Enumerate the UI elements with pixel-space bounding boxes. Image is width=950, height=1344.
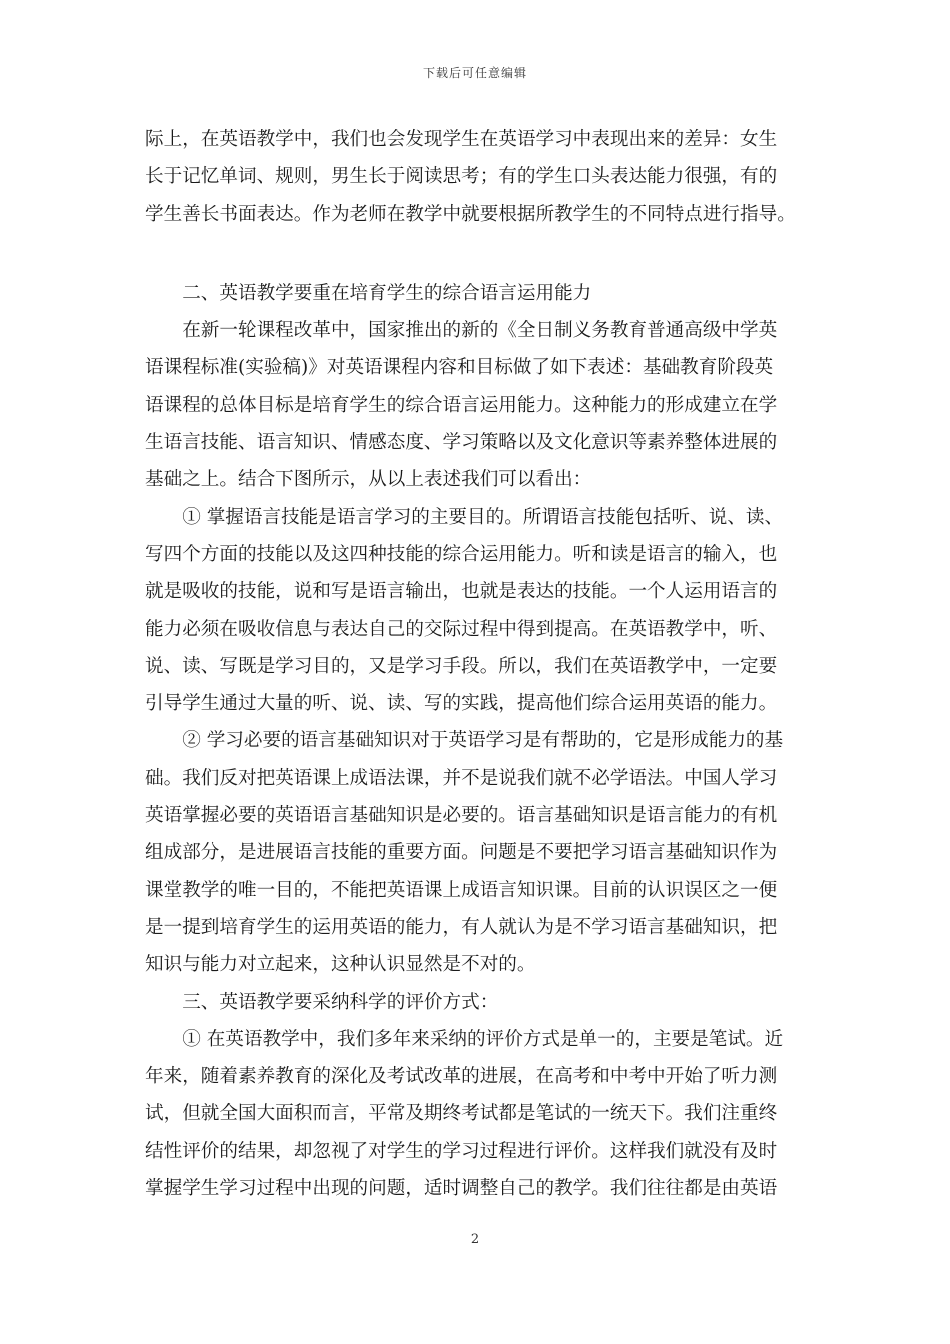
page-number: 2 — [470, 1232, 480, 1247]
text-line: 语课程标准(实验稿)》对英语课程内容和目标做了如下表述：基础教育阶段英 — [145, 357, 774, 379]
text-line: 英语掌握必要的英语语言基础知识是必要的。语言基础知识是语言能力的有机 — [145, 805, 778, 827]
page-header: 下载后可任意编辑 — [422, 66, 527, 80]
text-line: 课堂教学的唯一目的，不能把英语课上成语言知识课。目前的认识误区之一便 — [145, 879, 778, 901]
list-item-1: ① 掌握语言技能是语言学习的主要目的。所谓语言技能包括听、说、读、 — [145, 506, 784, 528]
paragraph-continuation — [145, 121, 807, 233]
text-line: 长于记忆单词、规则，男生长于阅读思考；有的学生口头表达能力很强，有的 — [145, 166, 778, 188]
text-line: 组成部分，是进展语言技能的重要方面。问题是不要把学习语言基础知识作为 — [145, 842, 778, 864]
text-line: 是一提到培育学生的运用英语的能力，有人就认为是不学习语言基础知识，把 — [145, 916, 778, 938]
section-heading-2: 二、英语教学要重在培育学生的综合语言运用能力 — [145, 282, 592, 304]
text-line: 结性评价的结果，却忽视了对学生的学习过程进行评价。这样我们就没有及时 — [145, 1140, 778, 1162]
text-line: 生语言技能、语言知识、情感态度、学习策略以及文化意识等素养整体进展的 — [145, 432, 778, 454]
text-line: 知识与能力对立起来，这种认识显然是不对的。 — [145, 954, 536, 976]
list-item-2: ② 学习必要的语言基础知识对于英语学习是有帮助的，它是形成能力的基 — [145, 730, 784, 752]
text-line: 学生善长书面表达。作为老师在教学中就要根据所教学生的不同特点进行指导。 — [145, 203, 796, 225]
text-line: 年来，随着素养教育的深化及考试改革的进展，在高考和中考中开始了听力测 — [145, 1066, 778, 1088]
text-line: 引导学生通过大量的听、说、读、写的实践，提高他们综合运用英语的能力。 — [145, 693, 778, 715]
text-line: 能力必须在吸收信息与表达自己的交际过程中得到提高。在英语教学中，听、 — [145, 618, 778, 640]
text-line: 说、读、写既是学习目的，又是学习手段。所以，我们在英语教学中，一定要 — [145, 655, 778, 677]
text-line: 试，但就全国大面积而言，平常及期终考试都是笔试的一统天下。我们注重终 — [145, 1103, 778, 1125]
section-heading-3: 三、英语教学要采纳科学的评价方式： — [145, 991, 499, 1013]
text-line: 在新一轮课程改革中，国家推出的新的《全日制义务教育普通高级中学英 — [145, 320, 778, 342]
paragraph-gap — [145, 233, 807, 275]
text-line: 写四个方面的技能以及这四种技能的综合运用能力。听和读是语言的输入，也 — [145, 543, 778, 565]
text-line: 础。我们反对把英语课上成语法课，并不是说我们就不必学语法。中国人学习 — [145, 767, 778, 789]
text-line: 基础之上。结合下图所示，从以上表述我们可以看出： — [145, 469, 592, 491]
text-line: 际上，在英语教学中，我们也会发现学生在英语学习中表现出来的差异：女生 — [145, 129, 778, 150]
text-line: 掌握学生学习过程中出现的问题，适时调整自己的教学。我们往往都是由英语 — [145, 1178, 778, 1200]
text-line: 就是吸收的技能，说和写是语言输出，也就是表达的技能。一个人运用语言的 — [145, 581, 778, 603]
document-body — [145, 121, 807, 1207]
list-item-1: ① 在英语教学中，我们多年来采纳的评价方式是单一的，主要是笔试。近 — [145, 1028, 784, 1050]
text-line: 语课程的总体目标是培育学生的综合语言运用能力。这种能力的形成建立在学 — [145, 394, 778, 416]
section-text — [145, 275, 807, 1207]
